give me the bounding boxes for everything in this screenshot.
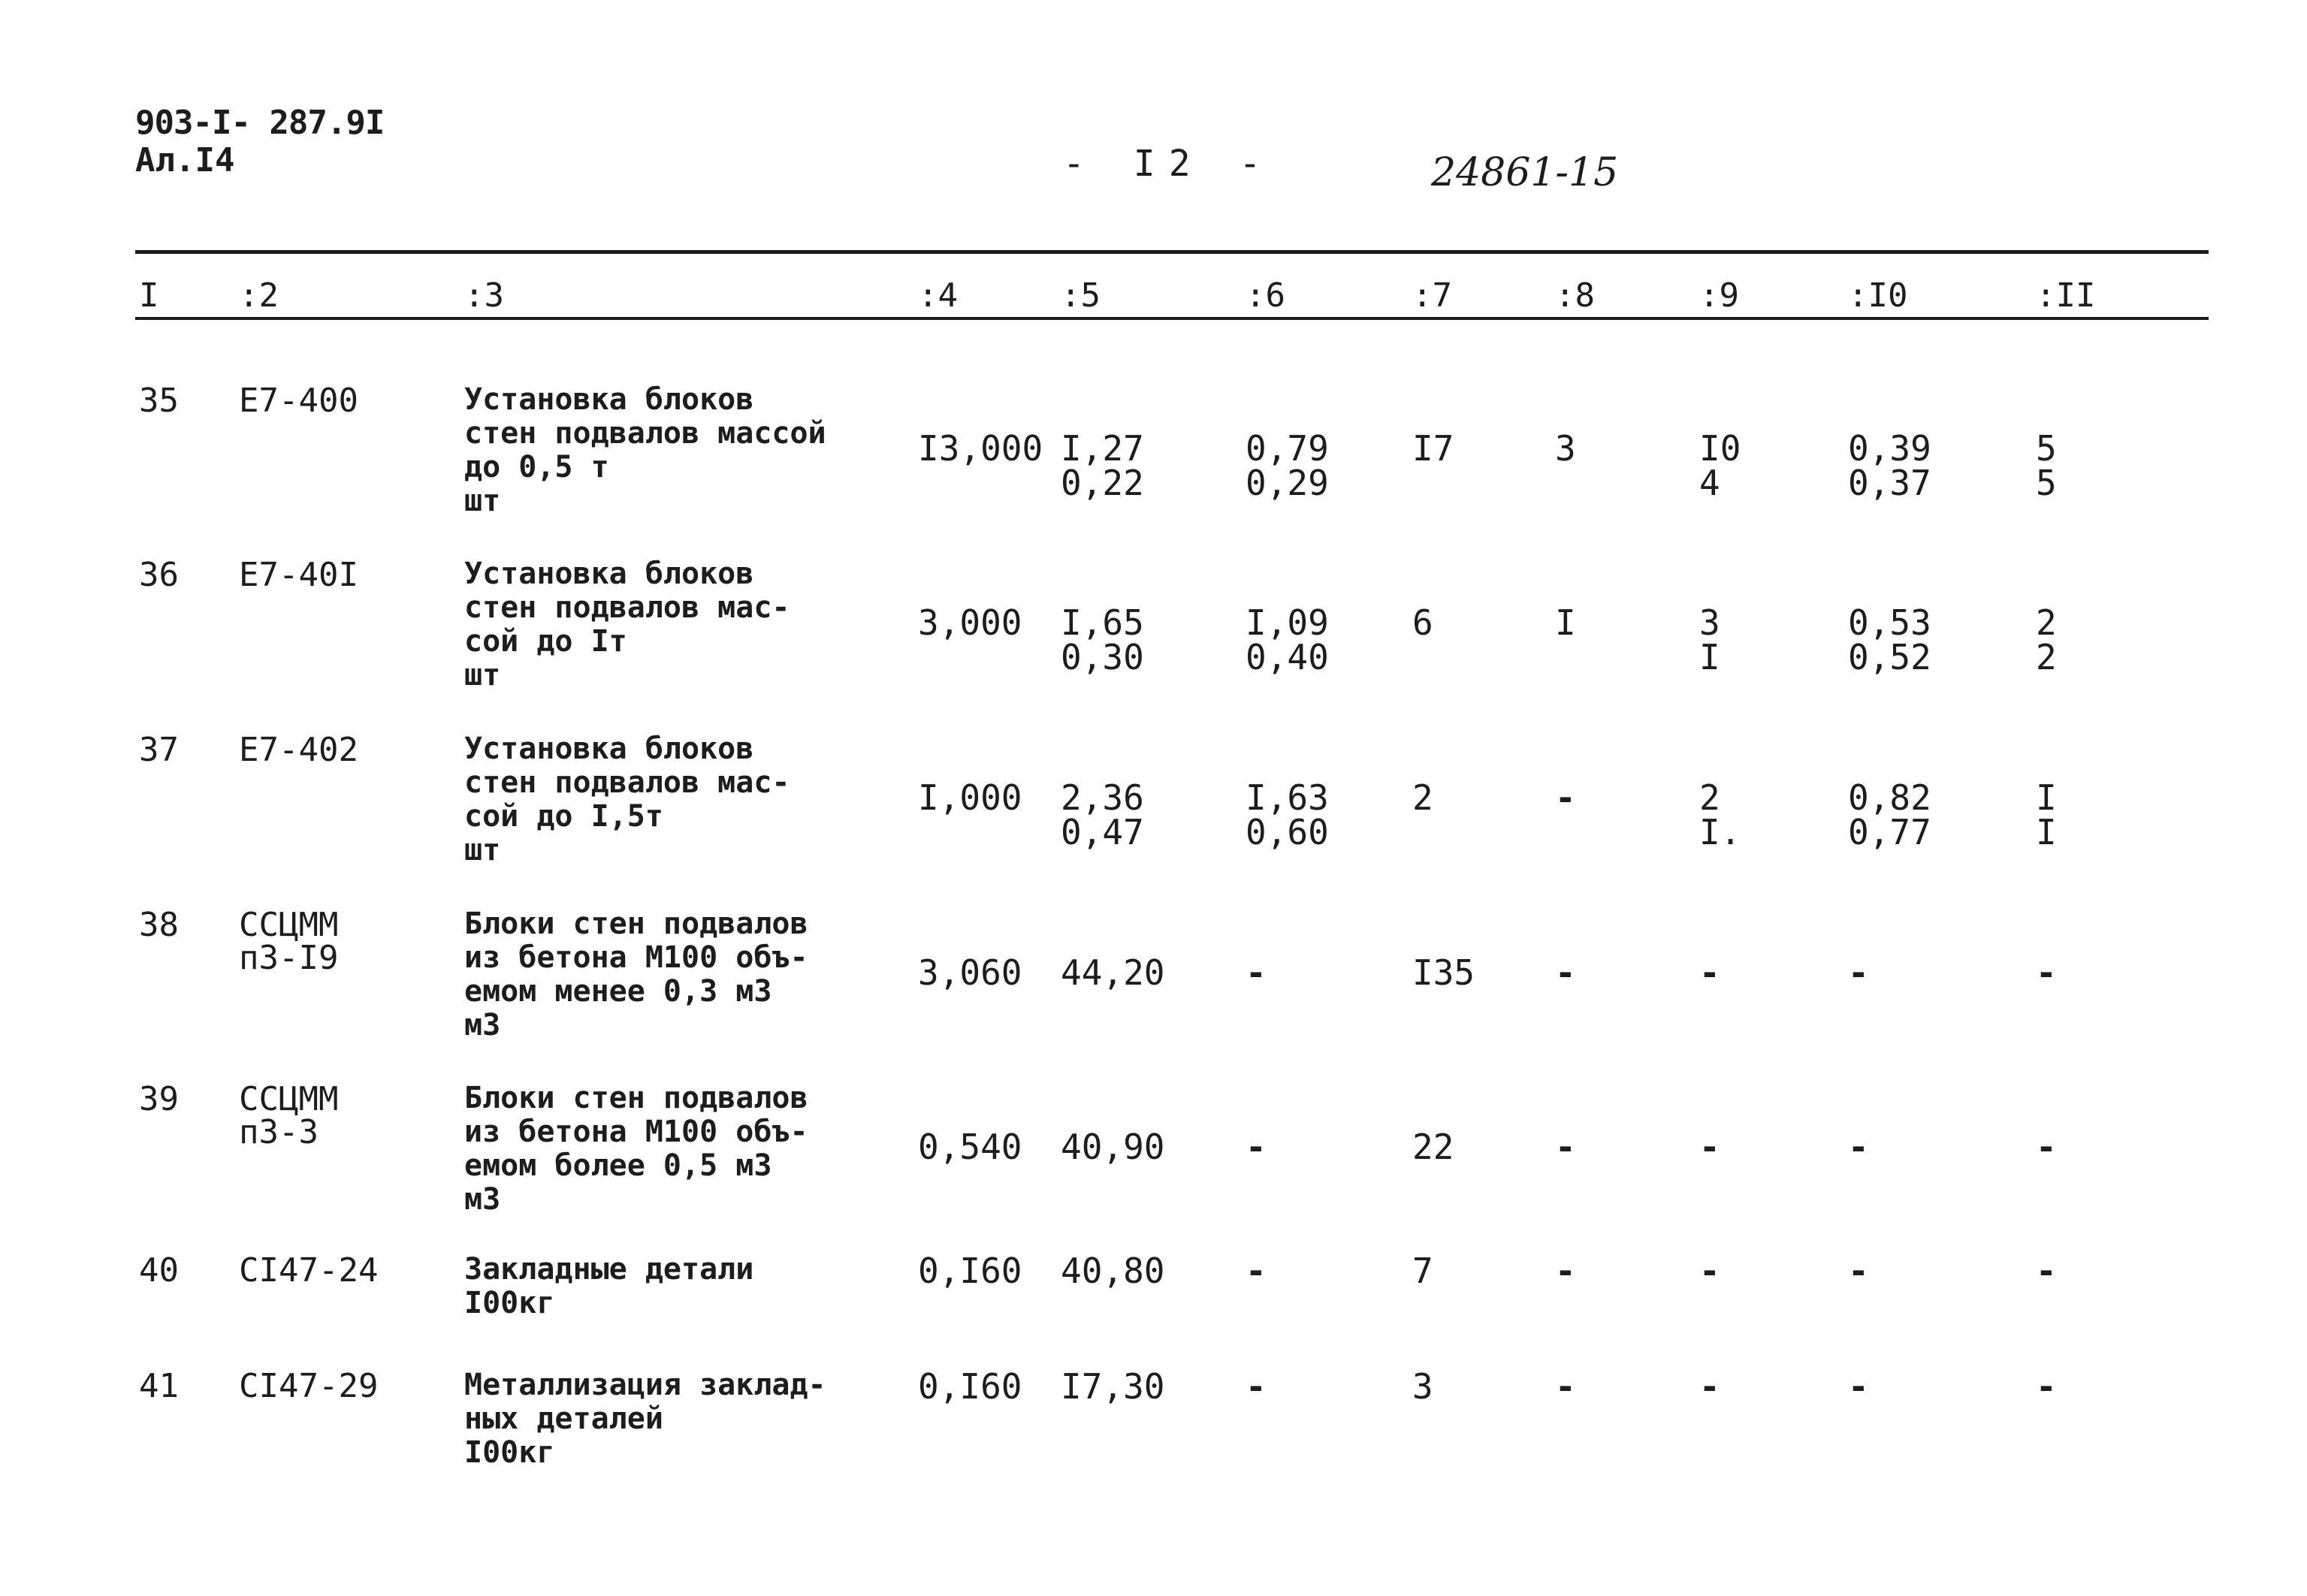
row-c5-value: 40,90 (1061, 1127, 1165, 1167)
row-c6-value: 0,79 (1246, 428, 1329, 469)
row-description-line: I00кг (464, 1435, 555, 1470)
row-description-line: стен подвалов мас- (464, 590, 790, 625)
row-c9-value: I. (1699, 812, 1741, 852)
row-description-line: стен подвалов мас- (464, 765, 790, 800)
row-c10-value: 0,82 (1848, 777, 1931, 818)
row-code: СI47-29 (239, 1367, 379, 1405)
row-description-line: Установка блоков (464, 382, 754, 417)
row-c6-value: 0,29 (1246, 463, 1329, 503)
row-description-line: шт (464, 484, 501, 518)
row-c10-value: 0,37 (1848, 463, 1931, 503)
row-c10-value: 0,52 (1848, 637, 1931, 677)
row-description-line: Установка блоков (464, 557, 754, 591)
row-quantity: 3,000 (918, 602, 1022, 643)
row-code: п3-I9 (239, 939, 339, 977)
row-c8-value: - (1555, 777, 1576, 818)
row-description-line: шт (464, 658, 501, 692)
row-c5-value: I,27 (1061, 428, 1144, 469)
row-c11-value: I (2036, 777, 2057, 818)
row-c11-value: 5 (2036, 463, 2057, 503)
row-c6-value: 0,60 (1246, 812, 1329, 852)
row-description-line: из бетона М100 объ- (464, 940, 808, 975)
row-c11-value: - (2036, 1127, 2057, 1167)
row-description-line: Блоки стен подвалов (464, 1081, 808, 1115)
row-c10-value: 0,53 (1848, 602, 1931, 643)
column-header-7: :7 (1412, 276, 1452, 315)
row-quantity: 0,I60 (918, 1366, 1022, 1407)
row-c10-value: - (1848, 1366, 1869, 1407)
row-c5-value: 0,47 (1061, 812, 1144, 852)
row-c9-value: - (1699, 952, 1720, 993)
row-c10-value: - (1848, 1251, 1869, 1291)
row-c9-value: I0 (1699, 428, 1741, 469)
row-number: 41 (139, 1367, 179, 1405)
row-c6-value: - (1246, 1127, 1267, 1167)
row-c7-value: I7 (1412, 428, 1454, 469)
row-c5-value: 0,30 (1061, 637, 1144, 677)
row-description-line: I00кг (464, 1286, 555, 1320)
row-c7-value: 22 (1412, 1127, 1454, 1167)
row-description-line: стен подвалов массой (464, 416, 826, 451)
row-c11-value: - (2036, 1251, 2057, 1291)
row-c11-value: - (2036, 952, 2057, 993)
table-top-rule (135, 250, 2209, 254)
row-c6-value: 0,40 (1246, 637, 1329, 677)
row-description-line: сой до I,5т (464, 799, 663, 834)
row-code: Е7-40I (239, 556, 358, 594)
row-code: ССЦММ (239, 1080, 339, 1118)
row-c9-value: - (1699, 1251, 1720, 1291)
row-c9-value: - (1699, 1366, 1720, 1407)
row-c10-value: - (1848, 952, 1869, 993)
header-bottom-rule (135, 317, 2209, 320)
row-number: 39 (139, 1080, 179, 1118)
row-c6-value: - (1246, 1251, 1267, 1291)
row-code: Е7-400 (239, 382, 358, 420)
row-c7-value: I35 (1412, 952, 1475, 993)
row-c9-value: 4 (1699, 463, 1720, 503)
row-c9-value: 3 (1699, 602, 1720, 643)
row-code: СI47-24 (239, 1251, 379, 1290)
row-c11-value: - (2036, 1366, 2057, 1407)
row-c6-value: - (1246, 1366, 1267, 1407)
row-description-line: до 0,5 т (464, 450, 609, 484)
row-c5-value: 0,22 (1061, 463, 1144, 503)
row-c8-value: - (1555, 1366, 1576, 1407)
row-c11-value: 2 (2036, 637, 2057, 677)
document-code: 903-I- 287.9I (135, 104, 385, 142)
row-c9-value: 2 (1699, 777, 1720, 818)
row-c8-value: - (1555, 952, 1576, 993)
row-c11-value: I (2036, 812, 2057, 852)
row-c6-value: I,63 (1246, 777, 1329, 818)
row-description-line: Закладные детали (464, 1252, 754, 1287)
row-c8-value: - (1555, 1127, 1576, 1167)
album-number: Ал.I4 (135, 141, 235, 180)
row-c5-value: I,65 (1061, 602, 1144, 643)
row-c9-value: I (1699, 637, 1720, 677)
column-header-6: :6 (1246, 276, 1285, 315)
row-quantity: 0,I60 (918, 1251, 1022, 1291)
row-number: 35 (139, 382, 179, 420)
row-c7-value: 2 (1412, 777, 1433, 818)
row-description-line: Металлизация заклад- (464, 1368, 826, 1402)
column-header-9: :9 (1699, 276, 1739, 315)
row-c5-value: I7,30 (1061, 1366, 1165, 1407)
row-c7-value: 7 (1412, 1251, 1433, 1291)
row-number: 37 (139, 731, 179, 769)
row-quantity: 0,540 (918, 1127, 1022, 1167)
row-code: ССЦММ (239, 906, 339, 944)
row-code: Е7-402 (239, 731, 358, 769)
row-c8-value: I (1555, 602, 1576, 643)
row-c9-value: - (1699, 1127, 1720, 1167)
row-c6-value: - (1246, 952, 1267, 993)
column-header-8: :8 (1555, 276, 1595, 315)
row-quantity: I3,000 (918, 428, 1043, 469)
row-quantity: 3,060 (918, 952, 1022, 993)
column-header-10: :I0 (1848, 276, 1908, 315)
row-number: 36 (139, 556, 179, 594)
row-c11-value: 5 (2036, 428, 2057, 469)
row-code: п3-3 (239, 1113, 319, 1151)
row-number: 40 (139, 1251, 179, 1290)
row-c5-value: 44,20 (1061, 952, 1165, 993)
row-c7-value: 3 (1412, 1366, 1433, 1407)
row-c11-value: 2 (2036, 602, 2057, 643)
row-description-line: шт (464, 833, 501, 867)
row-description-line: Установка блоков (464, 732, 754, 766)
row-description-line: м3 (464, 1008, 501, 1042)
column-header-4: :4 (918, 276, 958, 315)
row-number: 38 (139, 906, 179, 944)
row-c6-value: I,09 (1246, 602, 1329, 643)
row-c10-value: - (1848, 1127, 1869, 1167)
page-number: - I2 - (1063, 143, 1275, 185)
column-header-2: :2 (239, 276, 279, 315)
column-header-3: :3 (464, 276, 504, 315)
row-description-line: ных деталей (464, 1401, 663, 1436)
row-description-line: м3 (464, 1182, 501, 1217)
row-description-line: Блоки стен подвалов (464, 907, 808, 941)
row-description-line: емом менее 0,3 м3 (464, 974, 772, 1009)
row-c7-value: 6 (1412, 602, 1433, 643)
row-c5-value: 40,80 (1061, 1251, 1165, 1291)
column-header-1: I (139, 276, 159, 315)
row-c5-value: 2,36 (1061, 777, 1144, 818)
column-header-5: :5 (1061, 276, 1101, 315)
row-c10-value: 0,39 (1848, 428, 1931, 469)
row-quantity: I,000 (918, 777, 1022, 818)
row-c10-value: 0,77 (1848, 812, 1931, 852)
row-description-line: из бетона М100 объ- (464, 1115, 808, 1149)
column-header-11: :II (2036, 276, 2096, 315)
row-description-line: сой до Iт (464, 624, 627, 659)
row-description-line: емом более 0,5 м3 (464, 1148, 772, 1183)
row-c8-value: - (1555, 1251, 1576, 1291)
handwritten-reference: 24861-15 (1431, 150, 1619, 195)
row-c8-value: 3 (1555, 428, 1576, 469)
